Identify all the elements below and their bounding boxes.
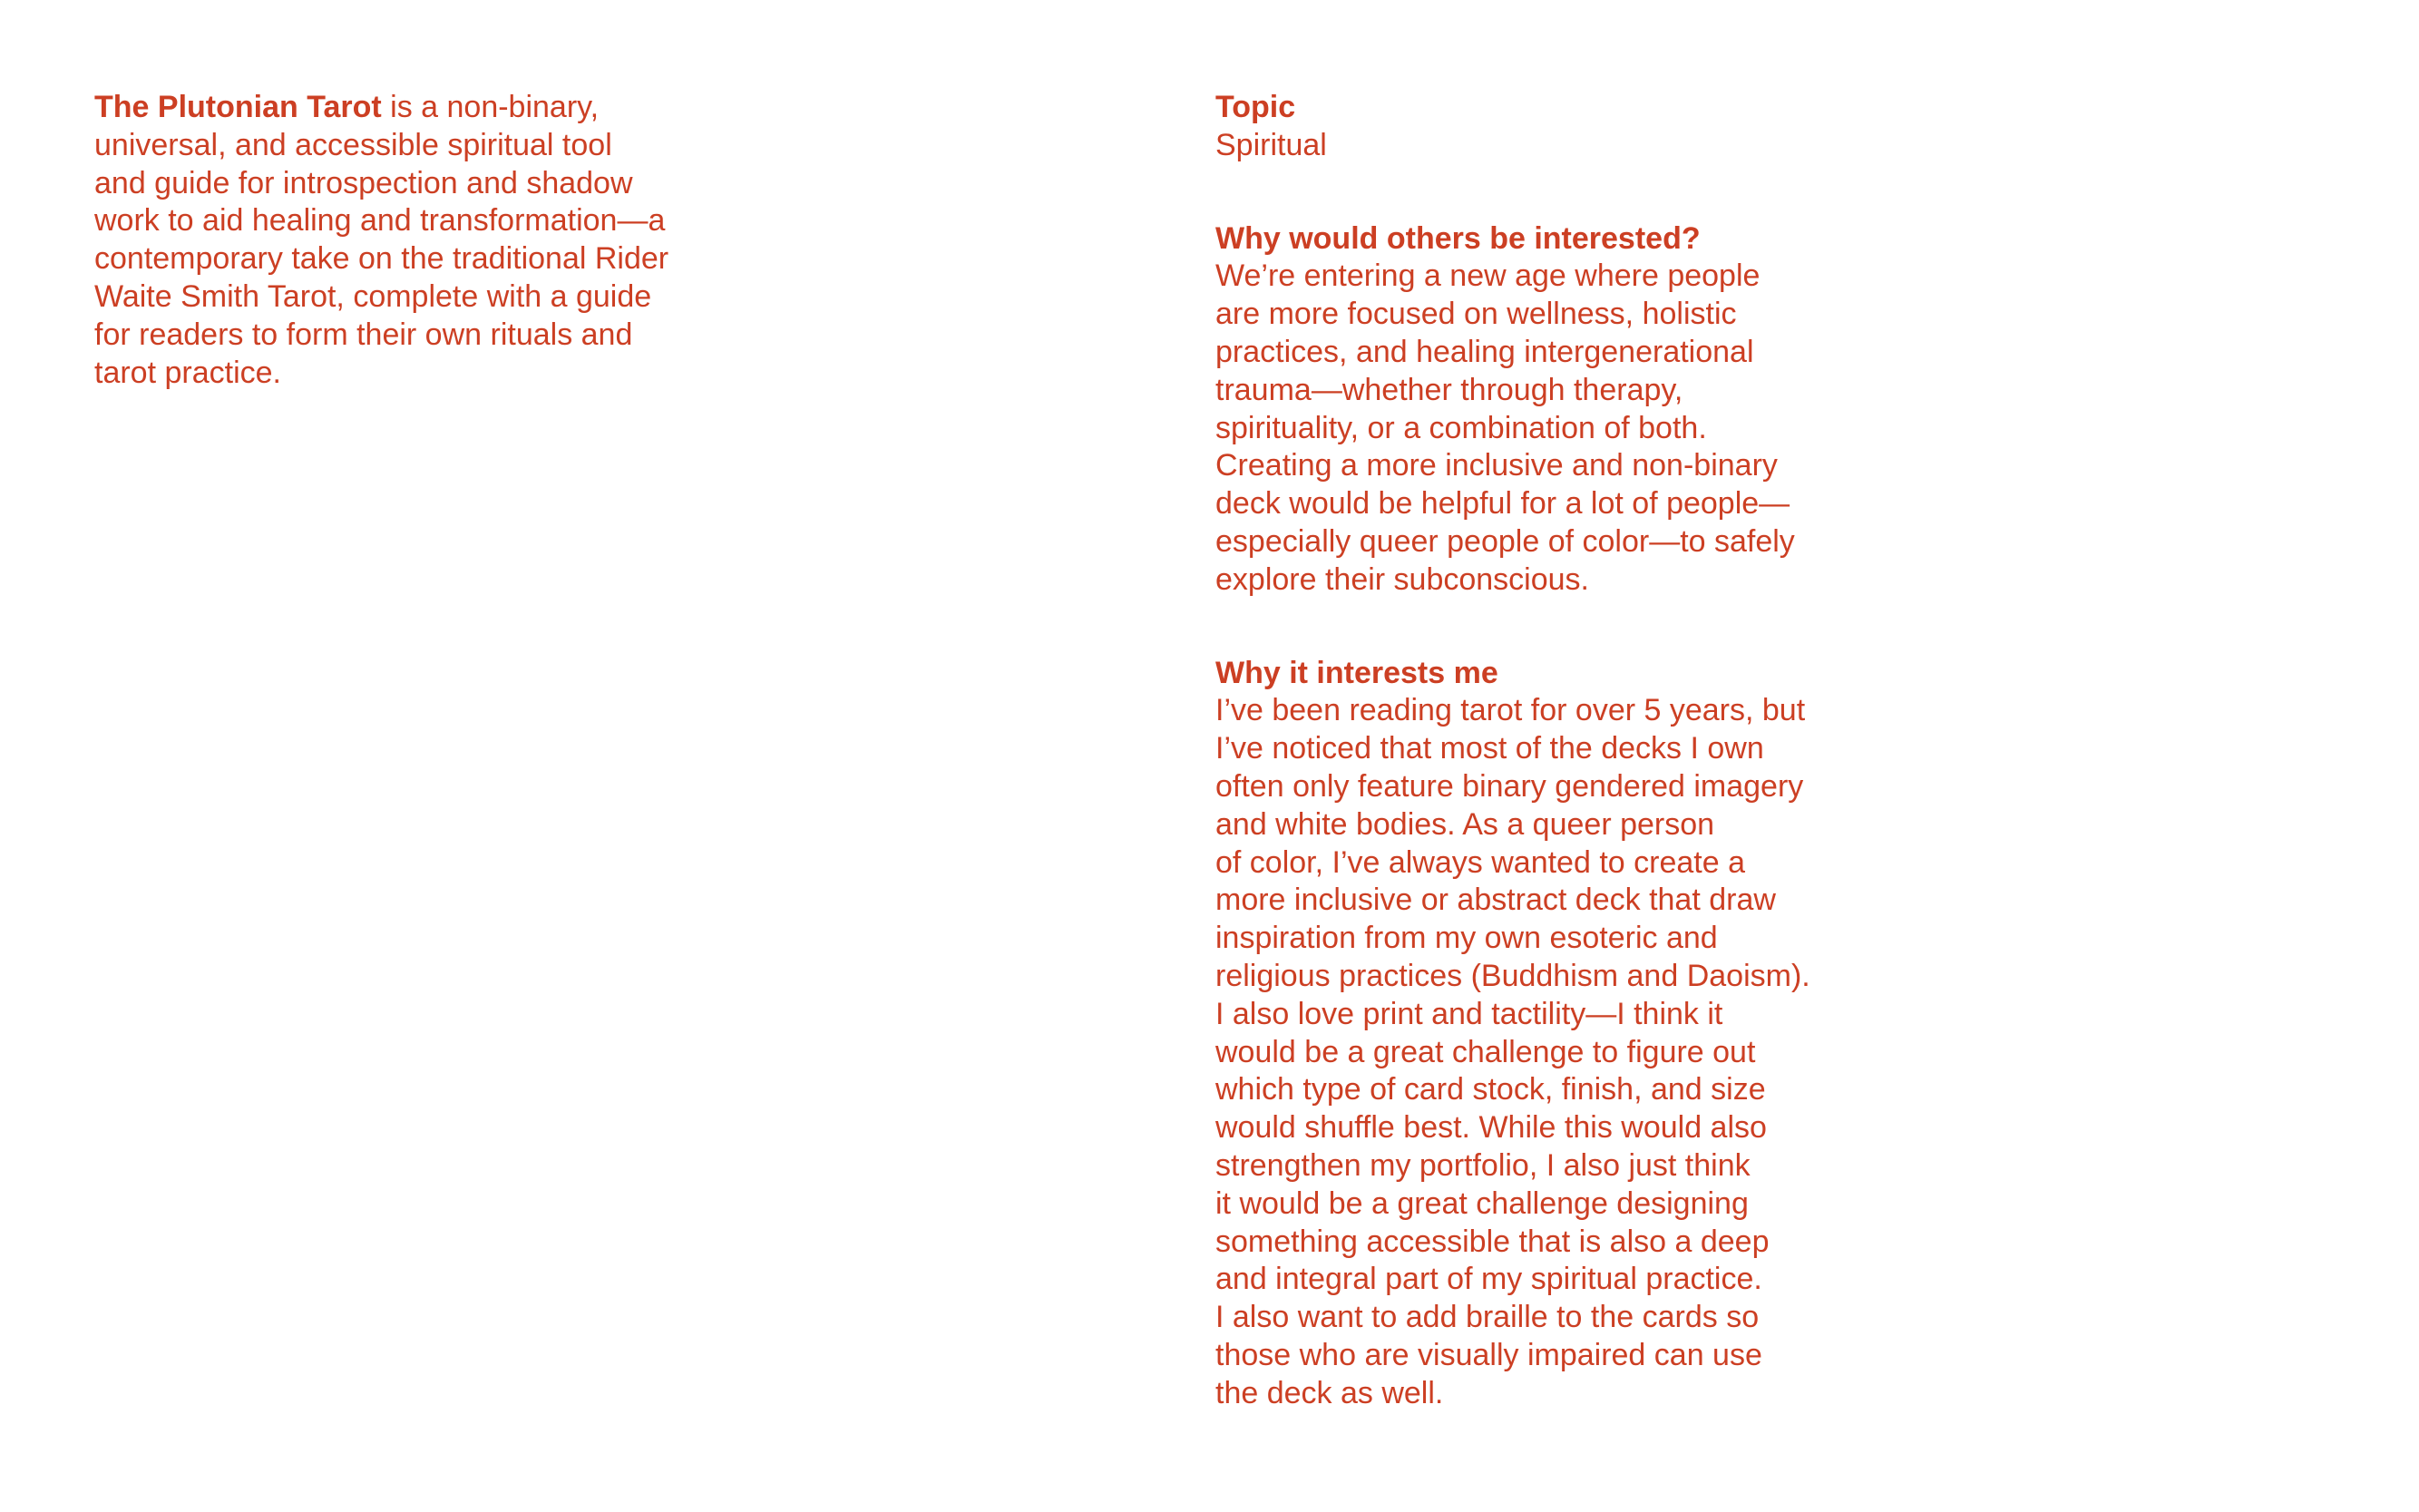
section-line: would shuffle best. While this would also: [1215, 1110, 1767, 1146]
section-line: which type of card stock, finish, and size: [1215, 1072, 1766, 1107]
section-line: explore their subconscious.: [1215, 561, 1590, 597]
section-line: the deck as well.: [1215, 1375, 1444, 1410]
project-title: The Plutonian Tarot: [94, 90, 382, 124]
section-line: of color, I’ve always wanted to create a: [1215, 844, 1745, 880]
intro-line: work to aid healing and transformation—a: [94, 203, 666, 239]
details-column: [1215, 89, 1868, 1413]
topic-section: [1215, 89, 1868, 165]
section-heading: Topic: [1215, 90, 1296, 124]
intro-first-line: [94, 89, 729, 127]
intro-paragraph: [94, 89, 729, 392]
section-line: often only feature binary gendered imagery: [1215, 768, 1804, 804]
section-line: I’ve noticed that most of the decks I own: [1215, 731, 1764, 766]
section-line: inspiration from my own esoteric and: [1215, 921, 1718, 956]
section-line: are more focused on wellness, holistic: [1215, 297, 1737, 332]
section-line: deck would be helpful for a lot of people—: [1215, 486, 1790, 522]
section-line: I also love print and tactility—I think it: [1215, 996, 1723, 1031]
section-line: spirituality, or a combination of both.: [1215, 410, 1707, 445]
section-line: especially queer people of color—to safely: [1215, 523, 1795, 559]
intro-first-line-text: is a non-binary,: [381, 90, 600, 124]
section-line: and integral part of my spiritual practice.: [1215, 1262, 1762, 1297]
intro-line: contemporary take on the traditional Rider: [94, 241, 669, 277]
intro-line: universal, and accessible spiritual tool: [94, 127, 612, 162]
section-line: practices, and healing intergenerational: [1215, 334, 1754, 369]
section-line: Spiritual: [1215, 127, 1327, 162]
intro-line: Waite Smith Tarot, complete with a guide: [94, 278, 652, 314]
my-interest-section: [1215, 655, 1868, 1413]
intro-line: tarot practice.: [94, 355, 281, 390]
section-line: trauma—whether through therapy,: [1215, 372, 1683, 407]
section-line: would be a great challenge to figure out: [1215, 1034, 1756, 1069]
section-line: strengthen my portfolio, I also just think: [1215, 1147, 1751, 1183]
others-interest-section: [1215, 220, 1868, 600]
section-line: it would be a great challenge designing: [1215, 1185, 1749, 1221]
intro-line: and guide for introspection and shadow: [94, 165, 633, 200]
section-line: those who are visually impaired can use: [1215, 1337, 1762, 1372]
intro-column: [94, 89, 729, 392]
section-line: Creating a more inclusive and non-binary: [1215, 448, 1778, 483]
section-line: and white bodies. As a queer person: [1215, 806, 1715, 842]
section-line: something accessible that is also a deep: [1215, 1224, 1770, 1259]
section-heading: Why would others be interested?: [1215, 220, 1701, 256]
section-line: more inclusive or abstract deck that draw: [1215, 883, 1776, 918]
section-heading: Why it interests me: [1215, 655, 1498, 690]
intro-line: for readers to form their own rituals and: [94, 317, 633, 352]
section-line: I also want to add braille to the cards so: [1215, 1300, 1760, 1335]
section-line: We’re entering a new age where people: [1215, 259, 1761, 294]
section-line: religious practices (Buddhism and Daoism).: [1215, 958, 1810, 993]
section-line: I’ve been reading tarot for over 5 years, but: [1215, 693, 1806, 728]
